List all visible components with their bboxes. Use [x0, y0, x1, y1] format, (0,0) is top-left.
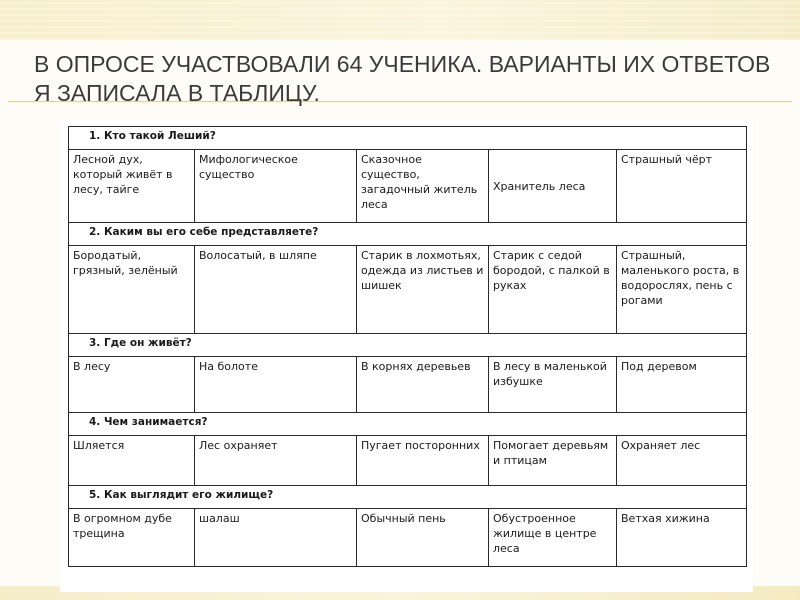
question-label: 3. Где он живёт? — [89, 337, 192, 349]
answer-cell: Старик в лохмотьях, одежда из листьев и шишек — [357, 246, 489, 334]
answer-cell: Лесной дух, который живёт в лесу, тайге — [69, 150, 195, 223]
answer-cell: Хранитель леса — [489, 150, 617, 223]
answer-cell: Под деревом — [617, 357, 747, 413]
question-row — [69, 334, 747, 357]
scanned-table-image — [60, 120, 753, 592]
answer-cell: Страшный чёрт — [617, 150, 747, 223]
answer-cell: Пугает посторонних — [357, 436, 489, 486]
answer-cell: Ветхая хижина — [617, 509, 747, 567]
answer-cell: Мифологическое существо — [195, 150, 357, 223]
answer-cell: Старик с седой бородой, с палкой в руках — [489, 246, 617, 334]
answer-cell: На болоте — [195, 357, 357, 413]
answer-cell: Бородатый, грязный, зелёный — [69, 246, 195, 334]
answer-cell: В лесу — [69, 357, 195, 413]
answer-cell: Сказочное существо, загадочный житель леса — [357, 150, 489, 223]
question-label: 1. Кто такой Леший? — [89, 130, 216, 142]
answer-cell: шалаш — [195, 509, 357, 567]
answer-row — [69, 357, 747, 413]
answer-cell: В огромном дубе трещина — [69, 509, 195, 567]
question-cell — [69, 223, 747, 246]
answer-row — [69, 436, 747, 486]
question-row — [69, 413, 747, 436]
answer-cell: Шляется — [69, 436, 195, 486]
question-row — [69, 223, 747, 246]
question-cell — [69, 413, 747, 436]
question-label: 2. Каким вы его себе представляете? — [89, 226, 319, 238]
answer-cell: Помогает деревьям и птицам — [489, 436, 617, 486]
decorative-top-band — [0, 0, 800, 40]
question-row — [69, 127, 747, 150]
answer-row — [69, 246, 747, 334]
slide-title: В ОПРОСЕ УЧАСТВОВАЛИ 64 УЧЕНИКА. ВАРИАНТЫ ИХ ОТВЕТОВ Я ЗАПИСАЛА В ТАБЛИЦУ. — [34, 51, 771, 106]
answer-row — [69, 509, 747, 567]
survey-table — [68, 126, 747, 567]
question-label: 5. Как выглядит его жилище? — [89, 489, 274, 501]
answer-cell: В лесу в маленькой избушке — [489, 357, 617, 413]
question-cell — [69, 127, 747, 150]
answer-cell: Лес охраняет — [195, 436, 357, 486]
answer-cell: Страшный, маленького роста, в водорослях, пень с рогами — [617, 246, 747, 334]
answer-cell: Охраняет лес — [617, 436, 747, 486]
answer-cell: Обычный пень — [357, 509, 489, 567]
answer-cell: В корнях деревьев — [357, 357, 489, 413]
question-label: 4. Чем занимается? — [89, 416, 208, 428]
answer-cell: Обустроенное жилище в центре леса — [489, 509, 617, 567]
answer-row — [69, 150, 747, 223]
answer-cell: Волосатый, в шляпе — [195, 246, 357, 334]
question-row — [69, 486, 747, 509]
question-cell — [69, 486, 747, 509]
question-cell — [69, 334, 747, 357]
